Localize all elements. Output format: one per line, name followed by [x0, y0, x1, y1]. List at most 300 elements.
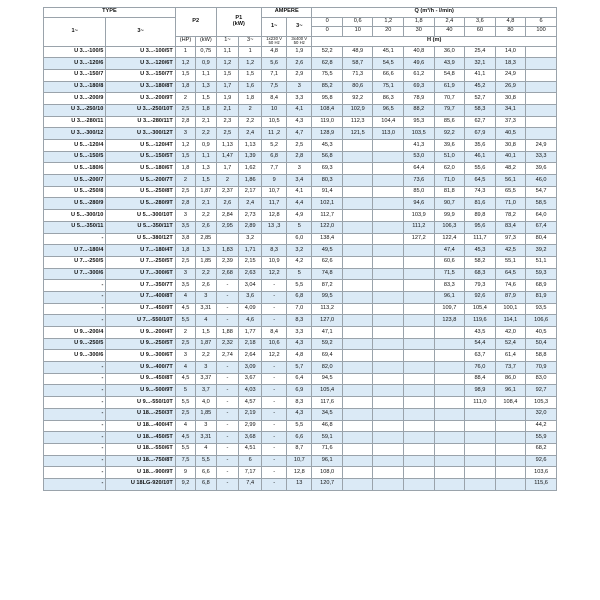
single-phase-model-cell: U 3...-180/8: [44, 81, 106, 93]
head-value-cell: 43,5: [465, 327, 496, 339]
head-value-cell: [404, 303, 435, 315]
head-value-cell: 96,5: [373, 104, 404, 116]
head-value-cell: [373, 408, 404, 420]
three-phase-model-cell: U 5...-250/8T: [106, 186, 176, 198]
p2-hp-cell: 5,5: [175, 443, 195, 455]
p2-kw-cell: 2,1: [196, 198, 216, 210]
p2-kw-cell: 4,0: [196, 397, 216, 409]
p2-hp-cell: 4,5: [175, 432, 195, 444]
ampere-three-phase-cell: 8,3: [287, 315, 312, 327]
single-phase-model-cell: -: [44, 478, 106, 490]
head-value-cell: 94,6: [404, 198, 435, 210]
head-value-cell: [465, 432, 496, 444]
head-value-cell: 121,5: [342, 128, 373, 140]
head-value-cell: 92,6: [465, 291, 496, 303]
head-value-cell: 103,5: [404, 128, 435, 140]
p1-three-phase-cell: 3,04: [239, 280, 262, 292]
p2-hp-cell: 5,5: [175, 397, 195, 409]
head-value-cell: [373, 291, 404, 303]
head-value-cell: 78,2: [495, 210, 526, 222]
head-value-cell: 34,5: [312, 408, 343, 420]
p2-kw-cell: 3: [196, 291, 216, 303]
head-value-cell: [526, 46, 557, 58]
ampere-single-phase-cell: 10,7: [262, 186, 287, 198]
three-phase-model-cell: U 5...-380/12T: [106, 233, 176, 245]
head-value-cell: 75,5: [312, 69, 343, 81]
ampere-single-phase-cell: [262, 233, 287, 245]
ampere-single-phase-cell: 8,4: [262, 93, 287, 105]
head-value-cell: 34,1: [495, 104, 526, 116]
ampere-three-phase-cell: 1,9: [287, 46, 312, 58]
head-value-cell: 58,8: [526, 350, 557, 362]
head-value-cell: [526, 69, 557, 81]
head-value-cell: 50,4: [526, 338, 557, 350]
p1-three-phase-unit: 3~: [239, 36, 262, 46]
head-value-cell: [434, 478, 465, 490]
head-value-cell: 62,6: [312, 256, 343, 268]
three-phase-model-cell: U 3...-150/7T: [106, 69, 176, 81]
head-value-cell: 86,3: [373, 93, 404, 105]
head-value-cell: 83,4: [495, 221, 526, 233]
head-value-cell: [434, 455, 465, 467]
head-value-cell: [373, 233, 404, 245]
table-row: [44, 104, 557, 116]
voltage-label: 1x230 V 50 Hz: [266, 36, 283, 45]
table-row: [44, 256, 557, 268]
ampere-three-phase-cell: 8,3: [287, 397, 312, 409]
p1-single-phase-cell: -: [216, 443, 239, 455]
head-value-cell: 63,7: [465, 350, 496, 362]
head-value-cell: 52,2: [312, 46, 343, 58]
head-value-cell: 111,2: [404, 221, 435, 233]
p1-three-phase-cell: 2: [239, 104, 262, 116]
head-value-cell: [526, 81, 557, 93]
head-value-cell: [373, 151, 404, 163]
p2-hp-cell: 5: [175, 385, 195, 397]
head-value-cell: [373, 443, 404, 455]
p1-single-phase-cell: -: [216, 432, 239, 444]
p2-hp-cell: 3: [175, 350, 195, 362]
head-value-cell: 80,3: [312, 175, 343, 187]
head-header: H (m): [312, 36, 557, 46]
p1-three-phase-cell: 2,63: [239, 268, 262, 280]
head-value-cell: 106,3: [434, 221, 465, 233]
ampere-single-phase-cell: -: [262, 303, 287, 315]
p2-hp-cell: 3: [175, 268, 195, 280]
head-value-cell: [434, 327, 465, 339]
table-row: [44, 93, 557, 105]
table-row: [44, 397, 557, 409]
ampere-three-phase-cell: 12,8: [287, 467, 312, 479]
p1-three-phase-cell: 1,2: [239, 58, 262, 70]
head-value-cell: 52,4: [495, 338, 526, 350]
head-value-cell: 119,6: [465, 315, 496, 327]
three-phase-model-cell: U 18LG-920/10T: [106, 478, 176, 490]
p1-single-phase-cell: 2,84: [216, 210, 239, 222]
p2-hp-cell: 4,5: [175, 303, 195, 315]
single-phase-model-cell: U 5...-250/8: [44, 186, 106, 198]
head-value-cell: [434, 432, 465, 444]
head-value-cell: 103,9: [404, 210, 435, 222]
p1-single-phase-cell: -: [216, 420, 239, 432]
p1-single-phase-cell: 1,1: [216, 46, 239, 58]
p1-three-phase-cell: 1,5: [239, 69, 262, 81]
single-phase-model-cell: U 3...-280/11: [44, 116, 106, 128]
head-value-cell: 58,5: [526, 198, 557, 210]
head-value-cell: [373, 350, 404, 362]
head-value-cell: 92,6: [526, 455, 557, 467]
head-value-cell: 54,4: [465, 338, 496, 350]
head-value-cell: 81,8: [434, 186, 465, 198]
head-value-cell: 45,1: [373, 46, 404, 58]
three-phase-model-cell: U 7...-450/9T: [106, 303, 176, 315]
head-value-cell: 47,1: [312, 327, 343, 339]
p2-kw-cell: 1,85: [196, 408, 216, 420]
p2-kw-cell: 6,8: [196, 478, 216, 490]
table-body: [44, 46, 557, 490]
ampere-three-phase-cell: 7,0: [287, 303, 312, 315]
single-phase-model-cell: -: [44, 362, 106, 374]
head-value-cell: 69,4: [312, 350, 343, 362]
head-value-cell: 91,4: [312, 186, 343, 198]
head-value-cell: 115,6: [526, 478, 557, 490]
p2-hp-cell: 2,8: [175, 198, 195, 210]
single-phase-model-cell: -: [44, 397, 106, 409]
head-value-cell: [342, 397, 373, 409]
table-row: [44, 233, 557, 245]
head-value-cell: [434, 420, 465, 432]
head-value-cell: 68,2: [526, 443, 557, 455]
table-row: [44, 186, 557, 198]
flow-m3h-value: 1,2: [373, 17, 404, 27]
head-value-cell: [465, 420, 496, 432]
p2-hp-cell: 2,5: [175, 408, 195, 420]
head-value-cell: [342, 210, 373, 222]
table-row: [44, 455, 557, 467]
ampere-single-phase-cell: 12,8: [262, 210, 287, 222]
head-value-cell: 24,9: [495, 69, 526, 81]
head-value-cell: [495, 420, 526, 432]
three-phase-model-cell: U 7...-400/8T: [106, 291, 176, 303]
head-value-cell: 61,2: [404, 69, 435, 81]
head-value-cell: [342, 327, 373, 339]
three-phase-model-cell: U 18...-750/8T: [106, 455, 176, 467]
head-value-cell: [342, 467, 373, 479]
head-value-cell: [342, 256, 373, 268]
single-phase-model-cell: -: [44, 432, 106, 444]
table-row: [44, 350, 557, 362]
ampere-header: AMPERE: [262, 8, 312, 18]
three-phase-model-cell: U 9...-250/5T: [106, 338, 176, 350]
p2-kw-cell: 2,2: [196, 350, 216, 362]
head-value-cell: 92,2: [434, 128, 465, 140]
head-value-cell: 96,1: [434, 291, 465, 303]
head-value-cell: [342, 385, 373, 397]
head-value-cell: 43,9: [434, 58, 465, 70]
head-value-cell: [373, 478, 404, 490]
head-value-cell: [404, 420, 435, 432]
ampere-single-phase-cell: 9: [262, 175, 287, 187]
ampere-single-phase-cell: -: [262, 280, 287, 292]
table-row: [44, 432, 557, 444]
head-value-cell: 64,0: [526, 210, 557, 222]
head-value-cell: 47,4: [434, 245, 465, 257]
ampere-three-phase-voltage: [287, 36, 312, 46]
flow-lmin-value: 20: [373, 27, 404, 37]
p1-single-phase-cell: -: [216, 291, 239, 303]
head-value-cell: [526, 58, 557, 70]
head-value-cell: [404, 467, 435, 479]
three-phase-model-cell: U 5...-280/9T: [106, 198, 176, 210]
head-value-cell: 100,1: [495, 303, 526, 315]
single-phase-model-cell: -: [44, 233, 106, 245]
p2-hp-cell: 1,5: [175, 151, 195, 163]
head-value-cell: 64,5: [495, 268, 526, 280]
head-value-cell: [342, 315, 373, 327]
three-phase-model-cell: U 9...-450/8T: [106, 373, 176, 385]
head-value-cell: [404, 291, 435, 303]
p2-hp-cell: 3: [175, 210, 195, 222]
p1-three-phase-cell: 1,8: [239, 93, 262, 105]
head-value-cell: 33,3: [526, 151, 557, 163]
p1-three-phase-cell: 1,6: [239, 81, 262, 93]
head-value-cell: [342, 175, 373, 187]
p2-header: P2: [175, 8, 216, 37]
ampere-single-phase-cell: 11 ,2: [262, 128, 287, 140]
p1-single-phase-cell: 1,83: [216, 245, 239, 257]
head-value-cell: [342, 373, 373, 385]
p1-single-phase-cell: 2,1: [216, 104, 239, 116]
single-phase-model-cell: U 3...-300/12: [44, 128, 106, 140]
head-value-cell: 128,9: [312, 128, 343, 140]
ampere-single-phase-cell: -: [262, 408, 287, 420]
single-phase-model-cell: -: [44, 467, 106, 479]
head-value-cell: 14,0: [495, 46, 526, 58]
head-value-cell: [342, 338, 373, 350]
p2-hp-cell: 2: [175, 327, 195, 339]
p2-kw-cell: 1,87: [196, 338, 216, 350]
head-value-cell: 108,4: [312, 104, 343, 116]
p1-three-phase-cell: 1,86: [239, 175, 262, 187]
head-value-cell: 108,0: [312, 467, 343, 479]
p1-single-phase-cell: 1,47: [216, 151, 239, 163]
head-value-cell: 117,6: [312, 397, 343, 409]
head-value-cell: [404, 432, 435, 444]
head-value-cell: 71,3: [342, 69, 373, 81]
p2-hp-cell: 5,5: [175, 315, 195, 327]
p2-hp-cell: 9,2: [175, 478, 195, 490]
head-value-cell: 92,7: [526, 385, 557, 397]
ampere-three-phase-cell: 4,7: [287, 128, 312, 140]
ampere-single-phase-cell: -: [262, 432, 287, 444]
p1-three-phase-cell: 2,73: [239, 210, 262, 222]
head-value-cell: 59,2: [312, 338, 343, 350]
head-value-cell: [465, 467, 496, 479]
ampere-three-phase-cell: 4,3: [287, 338, 312, 350]
head-value-cell: 26,9: [495, 81, 526, 93]
head-value-cell: 65,5: [495, 186, 526, 198]
head-value-cell: [373, 280, 404, 292]
ampere-three-phase-cell: 5: [287, 221, 312, 233]
table-row: [44, 291, 557, 303]
type-header: TYPE: [44, 8, 176, 18]
head-value-cell: 87,9: [495, 291, 526, 303]
head-value-cell: 51,0: [434, 151, 465, 163]
p1-three-phase-cell: 3,68: [239, 432, 262, 444]
ampere-three-phase-cell: 4,3: [287, 408, 312, 420]
p2-kw-cell: 3,31: [196, 432, 216, 444]
p1-three-phase-cell: 3,67: [239, 373, 262, 385]
p2-kw-unit: (kW): [196, 36, 216, 46]
table-row: [44, 198, 557, 210]
head-value-cell: [404, 408, 435, 420]
head-value-cell: [342, 198, 373, 210]
ampere-single-phase-cell: 10,6: [262, 338, 287, 350]
head-value-cell: 82,0: [312, 362, 343, 374]
three-phase-model-cell: U 3...-250/10T: [106, 104, 176, 116]
p1-three-phase-cell: 1,77: [239, 327, 262, 339]
head-value-cell: [342, 455, 373, 467]
head-value-cell: [526, 116, 557, 128]
head-value-cell: 85,2: [312, 81, 343, 93]
ampere-single-phase-cell: -: [262, 315, 287, 327]
p1-single-phase-cell: -: [216, 408, 239, 420]
head-value-cell: 40,5: [495, 128, 526, 140]
ampere-single-phase-cell: -: [262, 385, 287, 397]
head-value-cell: 36,0: [434, 46, 465, 58]
table-row: [44, 467, 557, 479]
ampere-single-phase-cell: 11,7: [262, 198, 287, 210]
head-value-cell: 97,3: [495, 233, 526, 245]
head-value-cell: [373, 303, 404, 315]
head-value-cell: 79,7: [434, 104, 465, 116]
flow-lmin-value: 40: [434, 27, 465, 37]
ampere-three-phase-cell: 2,6: [287, 58, 312, 70]
head-value-cell: 127,2: [404, 233, 435, 245]
p2-kw-cell: 2,6: [196, 280, 216, 292]
head-value-cell: [342, 163, 373, 175]
head-value-cell: 46,8: [312, 420, 343, 432]
table-row: [44, 373, 557, 385]
flow-lmin-value: 10: [342, 27, 373, 37]
head-value-cell: [373, 256, 404, 268]
head-value-cell: [342, 268, 373, 280]
p1-single-phase-cell: 1,13: [216, 140, 239, 152]
head-value-cell: 59,3: [526, 268, 557, 280]
ampere-three-phase-cell: 3,2: [287, 245, 312, 257]
head-value-cell: 45,3: [465, 245, 496, 257]
p2-hp-cell: 1: [175, 46, 195, 58]
p2-hp-cell: 2: [175, 175, 195, 187]
head-value-cell: [342, 408, 373, 420]
head-value-cell: 39,2: [526, 245, 557, 257]
head-value-cell: 71,5: [434, 268, 465, 280]
three-phase-model-cell: U 5...-350/11T: [106, 221, 176, 233]
head-value-cell: 102,9: [342, 104, 373, 116]
ampere-three-phase-cell: 6,0: [287, 233, 312, 245]
head-value-cell: 54,8: [434, 69, 465, 81]
p2-kw-cell: 2,2: [196, 268, 216, 280]
head-value-cell: [373, 467, 404, 479]
three-phase-model-cell: U 9...-400/7T: [106, 362, 176, 374]
table-row: [44, 268, 557, 280]
head-value-cell: [373, 198, 404, 210]
head-value-cell: 119,0: [312, 116, 343, 128]
head-value-cell: 55,1: [495, 256, 526, 268]
head-value-cell: [373, 315, 404, 327]
head-value-cell: 73,6: [404, 175, 435, 187]
single-phase-model-cell: -: [44, 280, 106, 292]
head-value-cell: [404, 443, 435, 455]
head-value-cell: 112,7: [312, 210, 343, 222]
table-header: [44, 8, 557, 47]
single-phase-model-cell: U 5...-200/7: [44, 175, 106, 187]
p1-single-phase-cell: 2,6: [216, 198, 239, 210]
p1-single-phase-cell: 1,9: [216, 93, 239, 105]
p1-three-phase-cell: 1: [239, 46, 262, 58]
p1-single-phase-cell: 2,68: [216, 268, 239, 280]
p2-hp-cell: 3,8: [175, 233, 195, 245]
head-value-cell: 68,9: [526, 280, 557, 292]
ampere-single-phase-cell: 7,7: [262, 163, 287, 175]
ampere-three-phase-cell: 4,3: [287, 116, 312, 128]
p1-single-phase-cell: -: [216, 315, 239, 327]
three-phase-model-cell: U 9...-300/6T: [106, 350, 176, 362]
p1-three-phase-cell: 2,89: [239, 221, 262, 233]
p2-kw-cell: 4: [196, 315, 216, 327]
head-value-cell: 39,6: [526, 163, 557, 175]
p1-three-phase-cell: 3,6: [239, 291, 262, 303]
head-value-cell: 64,5: [465, 175, 496, 187]
ampere-three-phase-cell: 10,7: [287, 455, 312, 467]
head-value-cell: 123,8: [434, 315, 465, 327]
head-value-cell: 98,9: [465, 385, 496, 397]
table-row: [44, 362, 557, 374]
head-value-cell: 55,6: [465, 163, 496, 175]
head-value-cell: 62,8: [312, 58, 343, 70]
head-value-cell: 58,2: [465, 256, 496, 268]
p2-kw-cell: 1,8: [196, 104, 216, 116]
flow-m3h-value: 0: [312, 17, 343, 27]
p2-kw-cell: 0,9: [196, 140, 216, 152]
head-value-cell: 35,6: [465, 140, 496, 152]
p1-three-phase-cell: 2,19: [239, 408, 262, 420]
head-value-cell: 80,6: [342, 81, 373, 93]
head-value-cell: 49,5: [312, 245, 343, 257]
single-phase-model-cell: U 5...-180/6: [44, 163, 106, 175]
table-row: [44, 338, 557, 350]
head-value-cell: 45,3: [312, 140, 343, 152]
single-phase-type-header: 1~: [44, 17, 106, 46]
p2-kw-cell: 5,5: [196, 455, 216, 467]
ampere-three-phase-cell: 5,7: [287, 362, 312, 374]
p1-single-phase-cell: -: [216, 478, 239, 490]
head-value-cell: 88,2: [404, 104, 435, 116]
table-row: [44, 140, 557, 152]
ampere-three-phase-cell: 6,9: [287, 385, 312, 397]
single-phase-model-cell: U 5...-150/5: [44, 151, 106, 163]
head-value-cell: 30,8: [495, 140, 526, 152]
p1-header: [216, 8, 262, 37]
head-value-cell: [404, 362, 435, 374]
single-phase-model-cell: U 3...-100/5: [44, 46, 106, 58]
head-value-cell: 99,9: [434, 210, 465, 222]
ampere-single-phase-cell: -: [262, 443, 287, 455]
p1-three-phase-cell: 7,4: [239, 478, 262, 490]
three-phase-model-cell: U 9...-500/9T: [106, 385, 176, 397]
head-value-cell: 85,0: [404, 186, 435, 198]
head-value-cell: [404, 268, 435, 280]
